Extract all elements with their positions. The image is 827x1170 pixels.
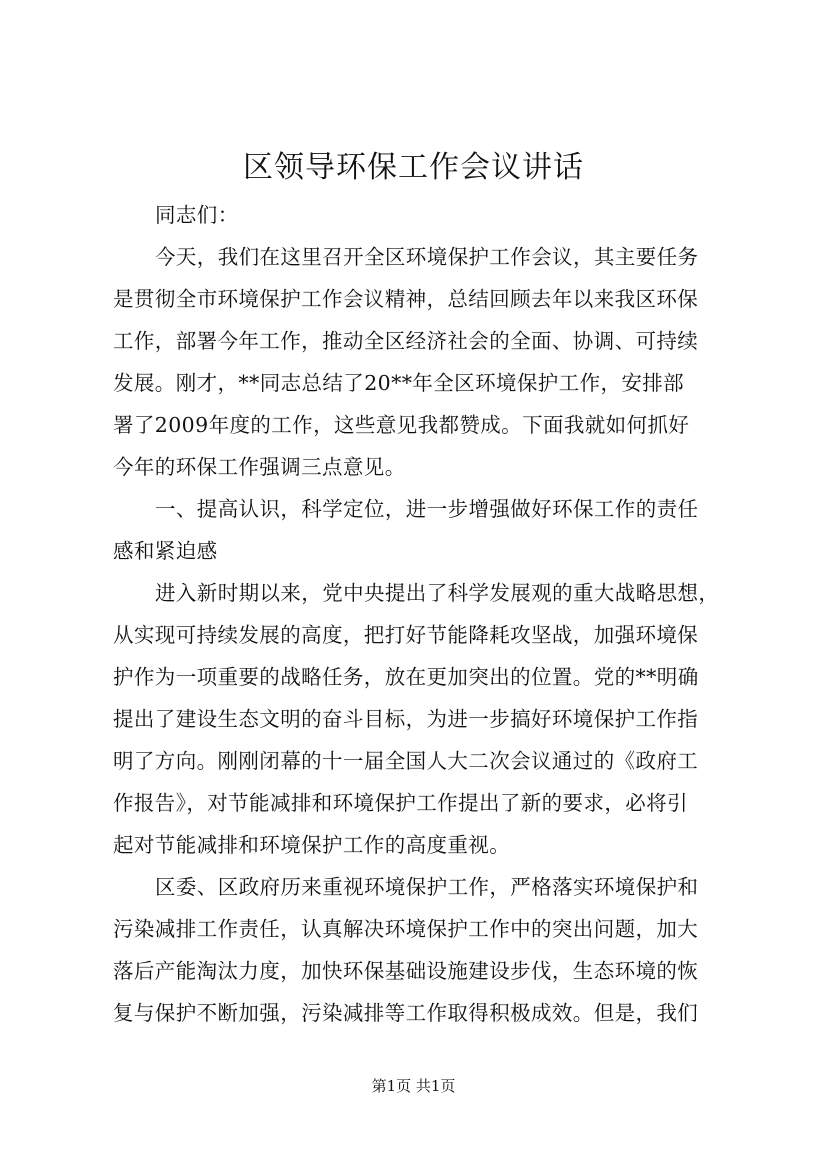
document-title: 区领导环保工作会议讲话	[243, 150, 584, 185]
body-line: 进入新时期以来，党中央提出了科学发展观的重大战略思想，	[155, 581, 720, 605]
body-line: 区委、区政府历来重视环境保护工作，严格落实环境保护和	[155, 875, 699, 899]
section-heading-line: 一、提高认识，科学定位，进一步增强做好环保工作的责任	[155, 497, 699, 521]
section-heading-line: 感和紧迫感	[113, 539, 218, 563]
body-line: 今年的环保工作强调三点意见。	[113, 455, 406, 479]
body-line: 起对节能减排和环境保护工作的高度重视。	[113, 833, 511, 857]
salutation-line: 同志们：	[155, 203, 239, 227]
body-line: 护作为一项重要的战略任务，放在更加突出的位置。党的**明确	[113, 665, 699, 689]
body-line: 工作，部署今年工作，推动全区经济社会的全面、协调、可持续	[113, 329, 699, 353]
body-line: 作报告》，对节能减排和环境保护工作提出了新的要求，必将引	[113, 791, 688, 815]
body-line: 今天，我们在这里召开全区环境保护工作会议，其主要任务	[155, 245, 699, 269]
body-line: 署了2009年度的工作，这些意见我都赞成。下面我就如何抓好	[113, 413, 690, 437]
page-footer: 第1页 共1页	[371, 1077, 456, 1095]
body-line: 提出了建设生态文明的奋斗目标，为进一步搞好环境保护工作指	[113, 707, 699, 731]
body-line: 落后产能淘汰力度，加快环保基础设施建设步伐，生态环境的恢	[113, 959, 699, 983]
body-line: 发展。刚才，**同志总结了20**年全区环境保护工作，安排部	[113, 371, 685, 395]
body-line: 是贯彻全市环境保护工作会议精神，总结回顾去年以来我区环保	[113, 287, 699, 311]
body-line: 污染减排工作责任，认真解决环境保护工作中的突出问题，加大	[113, 917, 699, 941]
body-line: 从实现可持续发展的高度，把打好节能降耗攻坚战，加强环境保	[113, 623, 699, 647]
body-line: 复与保护不断加强，污染减排等工作取得积极成效。但是，我们	[113, 1001, 699, 1025]
body-line: 明了方向。刚刚闭幕的十一届全国人大二次会议通过的《政府工	[113, 749, 699, 773]
